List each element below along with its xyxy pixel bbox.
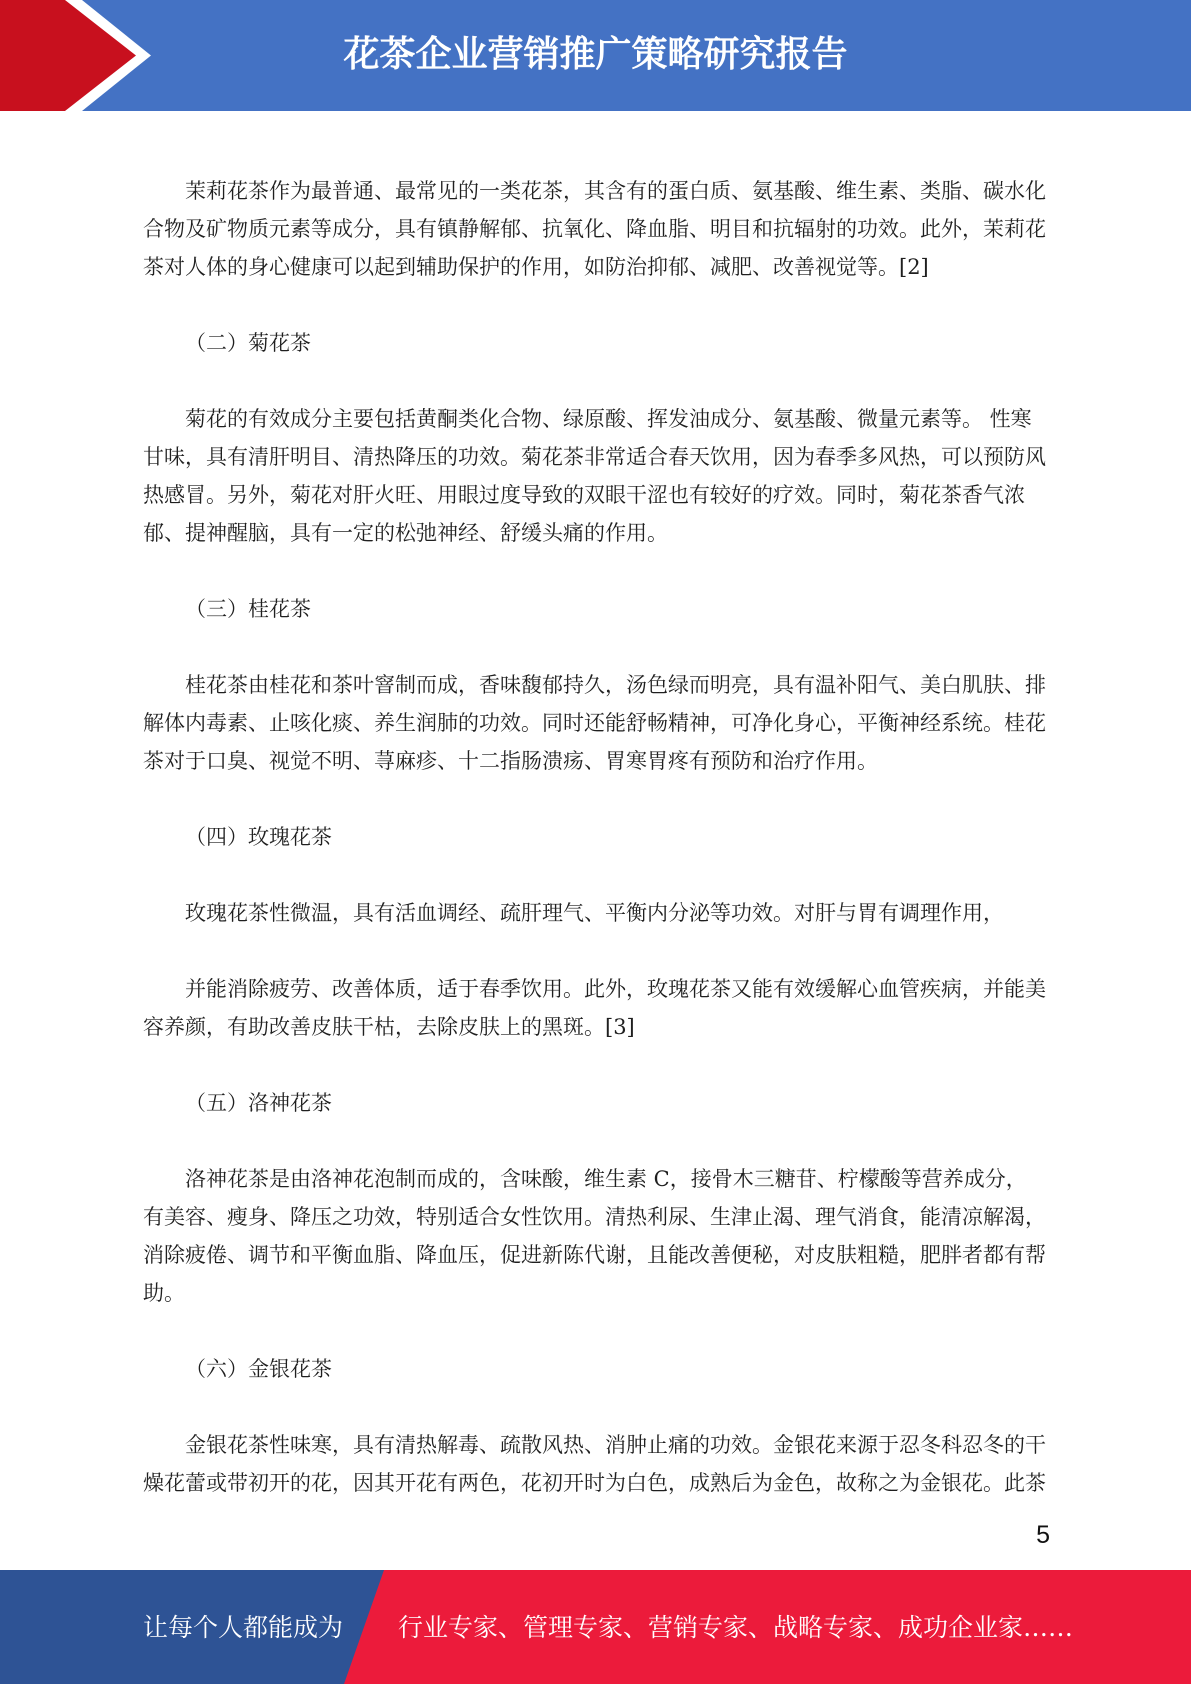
report-title: 花茶企业营销推广策略研究报告 — [343, 34, 848, 75]
section-heading: （三）桂花茶 — [185, 597, 311, 621]
section-heading: （五）洛神花茶 — [185, 1091, 332, 1115]
section-rose-tea — [143, 818, 1047, 1046]
section-chrysanthemum-tea — [143, 324, 1047, 552]
section-heading: （六）金银花茶 — [185, 1357, 332, 1381]
paragraph: 洛神花茶是由洛神花泡制而成的，含味酸，维生素 C，接骨木三糖苷、柠檬酸等营养成分，有美容、瘦身、降压之功效，特别适合女性饮用。清热利尿、生津止渴、理气消食，能清凉解渴，消除疲倦、调节和平衡血脂、降血压，促进新陈代谢，且能改善便秘，对皮肤粗糙，肥胖者都有帮助。 — [143, 1167, 1046, 1305]
section-continued — [143, 172, 1047, 286]
document-body — [143, 172, 1047, 1502]
footer-banner — [0, 1570, 1191, 1684]
paragraph: 并能消除疲劳、改善体质，适于春季饮用。此外，玫瑰花茶又能有效缓解心血管疾病，并能美容养颜，有助改善皮肤干枯，去除皮肤上的黑斑。[3] — [143, 977, 1046, 1039]
section-heading: （四）玫瑰花茶 — [185, 825, 332, 849]
paragraph: 菊花的有效成分主要包括黄酮类化合物、绿原酸、挥发油成分、氨基酸、微量元素等。 性寒甘味，具有清肝明目、清热降压的功效。菊花茶非常适合春天饮用，因为春季多风热，可以预防风热感冒。另外，菊花对肝火旺、用眼过度导致的双眼干涩也有较好的疗效。同时，菊花茶香气浓郁、提神醒脑，具有一定的松弛神经、舒缓头痛的作用。 — [143, 407, 1046, 545]
footer-slogan-roles: 行业专家、管理专家、营销专家、战略专家、成功企业家…… — [398, 1613, 1074, 1642]
paragraph: 桂花茶由桂花和茶叶窨制而成，香味馥郁持久，汤色绿而明亮，具有温补阳气、美白肌肤、排解体内毒素、止咳化痰、养生润肺的功效。同时还能舒畅精神，可净化身心，平衡神经系统。桂花茶对于口臭、视觉不明、荨麻疹、十二指肠溃疡、胃寒胃疼有预防和治疗作用。 — [143, 673, 1046, 773]
header-banner — [0, 0, 1191, 111]
section-osmanthus-tea — [143, 590, 1047, 780]
footer-slogan-lead: 让每个人都能成为 — [143, 1613, 344, 1642]
page-number: 5 — [1036, 1521, 1050, 1549]
section-roselle-tea — [143, 1084, 1047, 1312]
paragraph: 茉莉花茶作为最普通、最常见的一类花茶，其含有的蛋白质、氨基酸、维生素、类脂、碳水化合物及矿物质元素等成分，具有镇静解郁、抗氧化、降血脂、明目和抗辐射的功效。此外，茉莉花茶对人体的身心健康可以起到辅助保护的作用，如防治抑郁、减肥、改善视觉等。[2] — [143, 179, 1046, 279]
section-honeysuckle-tea — [143, 1350, 1047, 1502]
paragraph: 金银花茶性味寒，具有清热解毒、疏散风热、消肿止痛的功效。金银花来源于忍冬科忍冬的干燥花蕾或带初开的花，因其开花有两色，花初开时为白色，成熟后为金色，故称之为金银花。此茶 — [143, 1433, 1046, 1495]
section-heading: （二）菊花茶 — [185, 331, 311, 355]
paragraph: 玫瑰花茶性微温，具有活血调经、疏肝理气、平衡内分泌等功效。对肝与胃有调理作用， — [185, 901, 1004, 925]
